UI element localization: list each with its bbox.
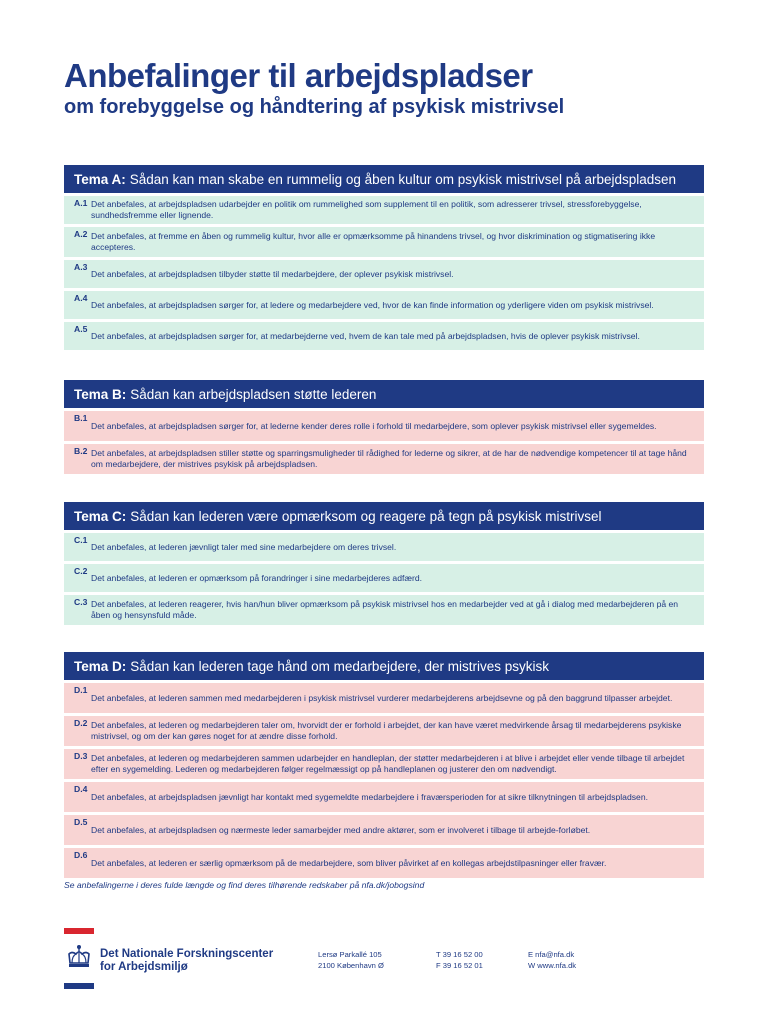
item-text: Det anbefales, at arbejdspladsen sørger for, at medarbejderne ved, hvem de kan tale med på arbejdspladsen, hvis de oplever psykisk mistrivsel.: [91, 330, 640, 341]
item-text: Det anbefales, at arbejdspladsen tilbyder støtte til medarbejdere, der oplever psykisk mistrivsel.: [91, 268, 454, 279]
section-tema-a: [64, 165, 704, 350]
recommendation-item: [64, 444, 704, 474]
recommendation-item: [64, 411, 704, 441]
item-text: Det anbefales, at lederen jævnligt taler med sine medarbejdere om deres trivsel.: [91, 541, 397, 552]
recommendation-item: [64, 260, 704, 288]
item-text: Det anbefales, at arbejdspladsen sørger for, at ledere og medarbejdere ved, hvor de kan finde information og yderligere viden om psykisk mistrivsel.: [91, 299, 654, 310]
item-text: Det anbefales, at arbejdspladsen jævnligt har kontakt med sygemeldte medarbejdere i fraværsperioden for at sikre tilknytningen til arbejdspladsen.: [91, 791, 648, 802]
item-text: Det anbefales, at fremme en åben og rummelig kultur, hvor alle er opmærksomme på hinandens trivsel, og hvor diskrimination og stigmatisering ikke accepteres.: [91, 231, 656, 252]
footer-contact: [528, 949, 576, 971]
section-tag: Tema C:: [74, 508, 127, 524]
section-tag: Tema D:: [74, 658, 127, 674]
item-code: C.3: [74, 597, 88, 607]
section-header: [64, 165, 704, 193]
recommendation-item: [64, 595, 704, 625]
title-block: [64, 58, 564, 120]
section-tema-c: [64, 502, 704, 625]
item-text: Det anbefales, at lederen er særlig opmærksom på de medarbejdere, som bliver påvirket af en kollegas arbejdstilpasninger eller fravær.: [91, 857, 607, 868]
item-code: D.2: [74, 718, 88, 728]
section-heading: Sådan kan man skabe en rummelig og åben kultur om psykisk mistrivsel på arbejdspladsen: [129, 171, 677, 187]
item-code: C.2: [74, 566, 88, 576]
item-code: D.4: [74, 784, 88, 794]
section-tema-d: [64, 652, 704, 878]
page-subtitle: om forebyggelse og håndtering af psykisk mistrivsel: [64, 96, 565, 118]
item-code: A.3: [74, 262, 88, 272]
item-text: Det anbefales, at arbejdspladsen sørger for, at lederne kender deres rolle i forhold til medarbejdere, som oplever psykisk mistrivsel eller sygemeldes.: [91, 420, 657, 431]
recommendation-item: [64, 291, 704, 319]
footer-address: Lersø Parkallé 105 2100 København Ø: [318, 950, 384, 970]
section-tag: Tema A:: [74, 171, 126, 187]
item-code: B.2: [74, 446, 88, 456]
recommendation-item: [64, 227, 704, 257]
section-header: [64, 380, 704, 408]
item-text: Det anbefales, at arbejdspladsen udarbejder en politik om rummelighed som supplement til en politik, som adresserer trivsel, stressforebyggelse, sundhedsfremme eller lignende.: [91, 199, 642, 220]
item-text: Det anbefales, at lederen og medarbejderen taler om, hvorvidt der er forhold i arbejdet, der kan have været medvirkende årsag til medarbejderens psykiske mistrivsel, og om der kan gøres noget for at ændre disse forhold.: [91, 720, 682, 741]
section-tema-b: [64, 380, 704, 474]
item-text: Det anbefales, at arbejdspladsen og nærmeste leder samarbejder med andre aktører, som er involveret i tilbage til arbejde-forløbet.: [91, 824, 591, 835]
recommendation-item: [64, 782, 704, 812]
item-code: B.1: [74, 413, 88, 423]
item-code: D.6: [74, 850, 88, 860]
item-code: D.5: [74, 817, 88, 827]
page-title: Anbefalinger til arbejdspladser: [64, 57, 533, 94]
section-header: [64, 652, 704, 680]
item-text: Det anbefales, at arbejdspladsen stiller støtte og sparringsmuligheder til rådighed for lederne og sikrer, at de har de nødvendige kompetencer til at tage hånd om medarbejdere, der mistrives psykisk på arbejdspladsen.: [91, 448, 687, 469]
item-code: D.3: [74, 751, 88, 761]
recommendation-item: [64, 815, 704, 845]
footnote: Se anbefalingerne i deres fulde længde og find deres tilhørende redskaber på nfa.dk/jobogsind: [64, 880, 425, 890]
item-code: A.1: [74, 198, 88, 208]
item-text: Det anbefales, at lederen og medarbejderen sammen udarbejder en handleplan, der støtter medarbejderen i at blive i arbejdet eller vende tilbage til arbejdet efter en sygemelding. Lederen og medarbejderen følger regelmæssigt op på handleplanen og justerer den om nødvendigt.: [91, 753, 685, 774]
item-code: A.5: [74, 324, 88, 334]
recommendation-item: [64, 196, 704, 224]
section-heading: Sådan kan lederen tage hånd om medarbejdere, der mistrives psykisk: [130, 658, 549, 674]
recommendation-item: [64, 749, 704, 779]
section-header: [64, 502, 704, 530]
footer: [64, 928, 704, 992]
item-code: D.1: [74, 685, 88, 695]
crown-logo-icon: [64, 942, 94, 972]
recommendation-item: [64, 533, 704, 561]
section-tag: Tema B:: [74, 386, 127, 402]
item-code: A.2: [74, 229, 88, 239]
item-code: C.1: [74, 535, 88, 545]
recommendation-item: [64, 848, 704, 878]
item-text: Det anbefales, at lederen er opmærksom på forandringer i sine medarbejderes adfærd.: [91, 572, 423, 583]
footer-web[interactable]: W www.nfa.dk: [528, 961, 577, 970]
footer-email[interactable]: E nfa@nfa.dk: [528, 950, 575, 959]
footer-phone: T 39 16 52 00 F 39 16 52 01: [436, 950, 483, 970]
item-text: Det anbefales, at lederen sammen med medarbejderen i psykisk mistrivsel vurderer medarbejderens arbejdsevne og på den baggrund tilpasser arbejdet.: [91, 692, 673, 703]
item-text: Det anbefales, at lederen reagerer, hvis han/hun bliver opmærksom på psykisk mistrivsel hos en medarbejder ved at gå i dialog med medarbejderen på en åben og hensynsfuld måde.: [91, 599, 679, 620]
section-heading: Sådan kan lederen være opmærksom og reagere på tegn på psykisk mistrivsel: [130, 508, 602, 524]
recommendation-item: [64, 322, 704, 350]
organization-name: Det Nationale Forskningscenter for Arbejdsmiljø: [100, 948, 274, 973]
recommendation-item: [64, 716, 704, 746]
flag-stripe-blue: [64, 983, 94, 989]
recommendation-item: [64, 564, 704, 592]
section-heading: Sådan kan arbejdspladsen støtte lederen: [130, 386, 377, 402]
item-code: A.4: [74, 293, 88, 303]
flag-stripe-red: [64, 928, 94, 934]
recommendation-item: [64, 683, 704, 713]
